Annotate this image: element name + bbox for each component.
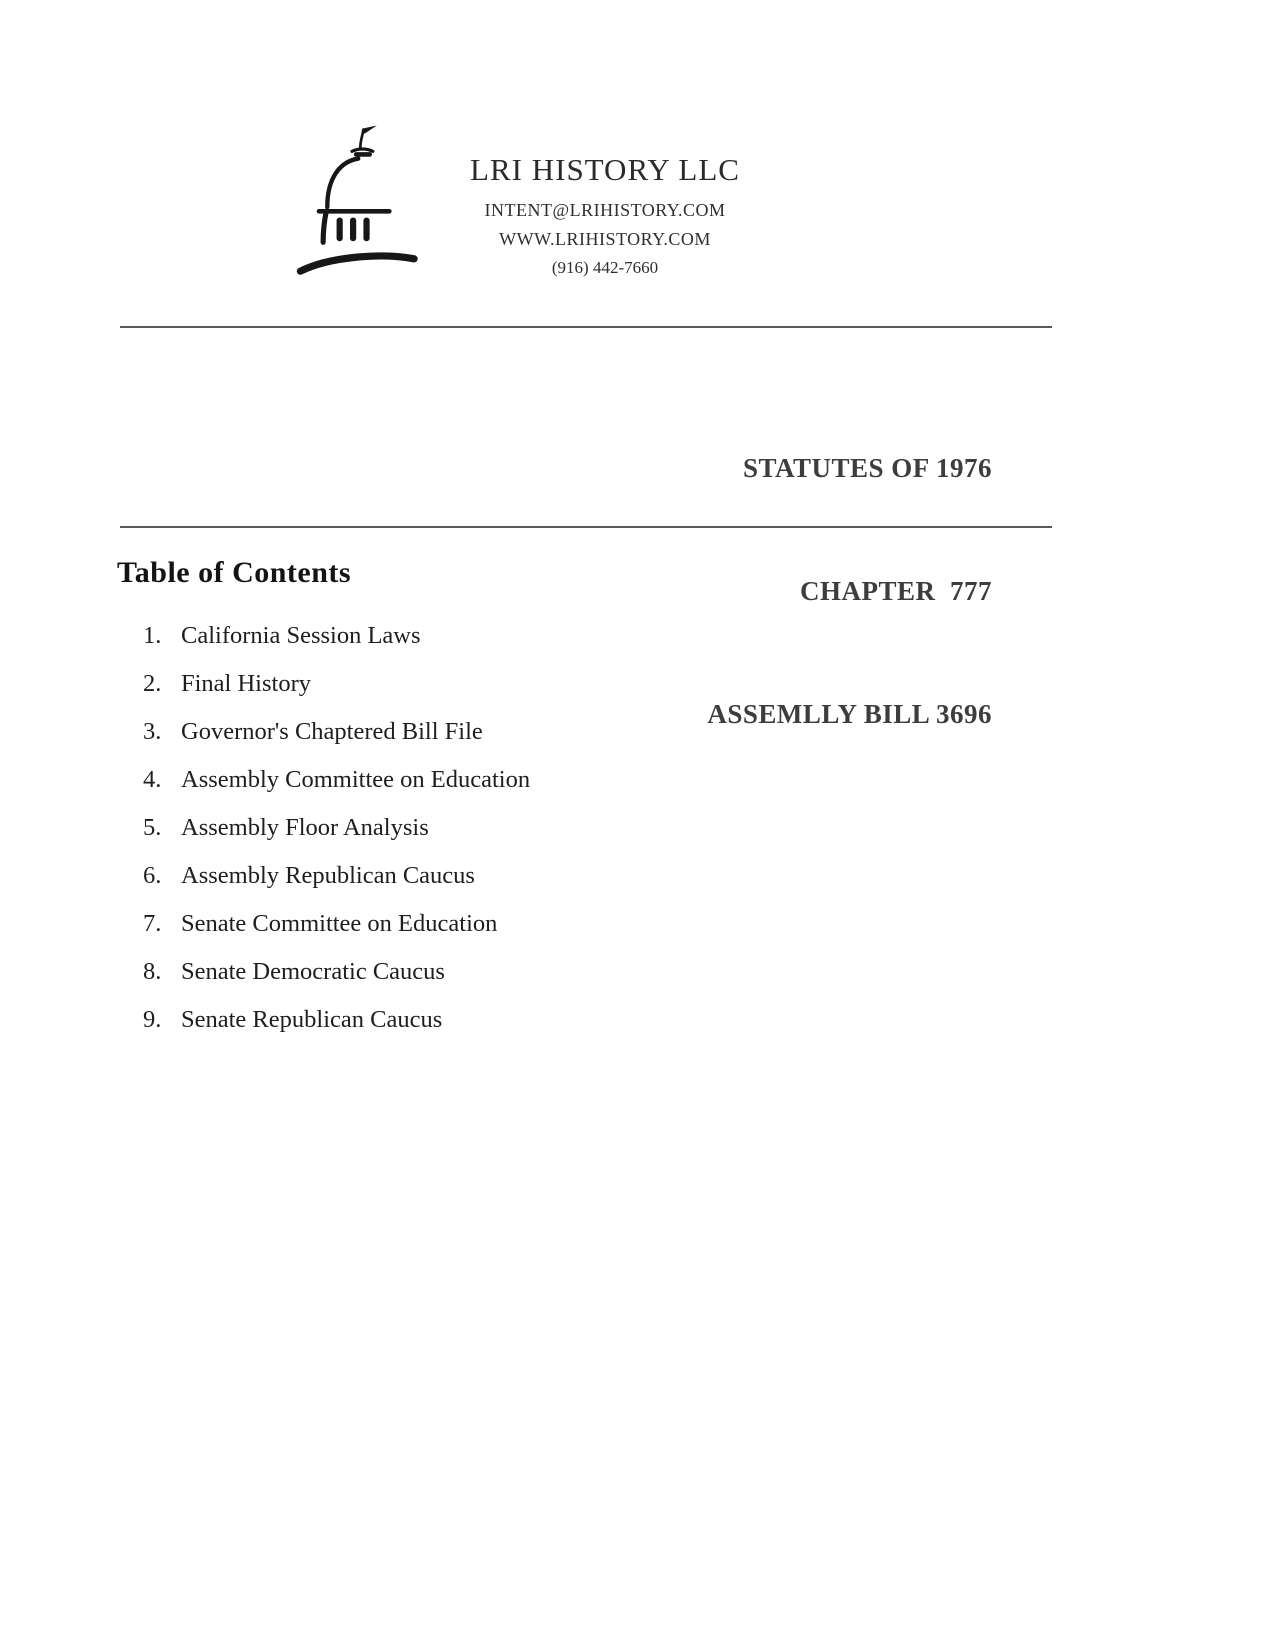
toc-item-label: Senate Committee on Education: [181, 910, 498, 937]
toc-item-number: 8.: [143, 958, 162, 985]
toc-item: [143, 767, 530, 793]
toc-item: [143, 911, 530, 937]
toc-item: [143, 959, 530, 985]
website-text: WWW.LRIHISTORY.COM: [499, 229, 711, 249]
capitol-dome-logo-icon: [288, 118, 443, 288]
toc-item: [143, 623, 530, 649]
toc-item: [143, 1007, 530, 1033]
toc-item-label: Senate Republican Caucus: [181, 1006, 443, 1033]
toc-item: [143, 719, 530, 745]
toc-item-number: 3.: [143, 718, 162, 745]
toc-item-label: California Session Laws: [181, 622, 421, 649]
toc-item-label: Assembly Floor Analysis: [181, 814, 429, 841]
toc-item-label: Governor's Chaptered Bill File: [181, 718, 483, 745]
bill-line: ASSEMLLY BILL 3696: [707, 699, 992, 729]
toc-list: [143, 623, 530, 1055]
toc-item-number: 9.: [143, 1006, 162, 1033]
toc-item-label: Assembly Committee on Education: [181, 766, 531, 793]
toc-item-number: 2.: [143, 670, 162, 697]
toc-heading: Table of Contents: [117, 556, 352, 589]
statute-title-block: [707, 366, 992, 817]
company-name: LRI HISTORY LLC: [470, 152, 740, 187]
phone-text: (916) 442-7660: [551, 258, 659, 277]
email-text: INTENT@LRIHISTORY.COM: [484, 200, 726, 220]
divider-bottom: [120, 526, 1052, 528]
toc-item-number: 5.: [143, 814, 162, 841]
toc-item: [143, 863, 530, 889]
toc-item-number: 4.: [143, 766, 162, 793]
toc-item-number: 7.: [143, 910, 162, 937]
toc-item-number: 6.: [143, 862, 162, 889]
toc-item-label: Senate Democratic Caucus: [181, 958, 445, 985]
toc-item: [143, 671, 530, 697]
toc-item-number: 1.: [143, 622, 162, 649]
toc-item-label: Final History: [181, 670, 311, 697]
toc-item-label: Assembly Republican Caucus: [181, 862, 475, 889]
toc-item: [143, 815, 530, 841]
header: [435, 152, 775, 278]
divider-top: [120, 326, 1052, 328]
chapter-line: CHAPTER 777: [799, 576, 992, 606]
statutes-line: STATUTES OF 1976: [742, 453, 992, 483]
